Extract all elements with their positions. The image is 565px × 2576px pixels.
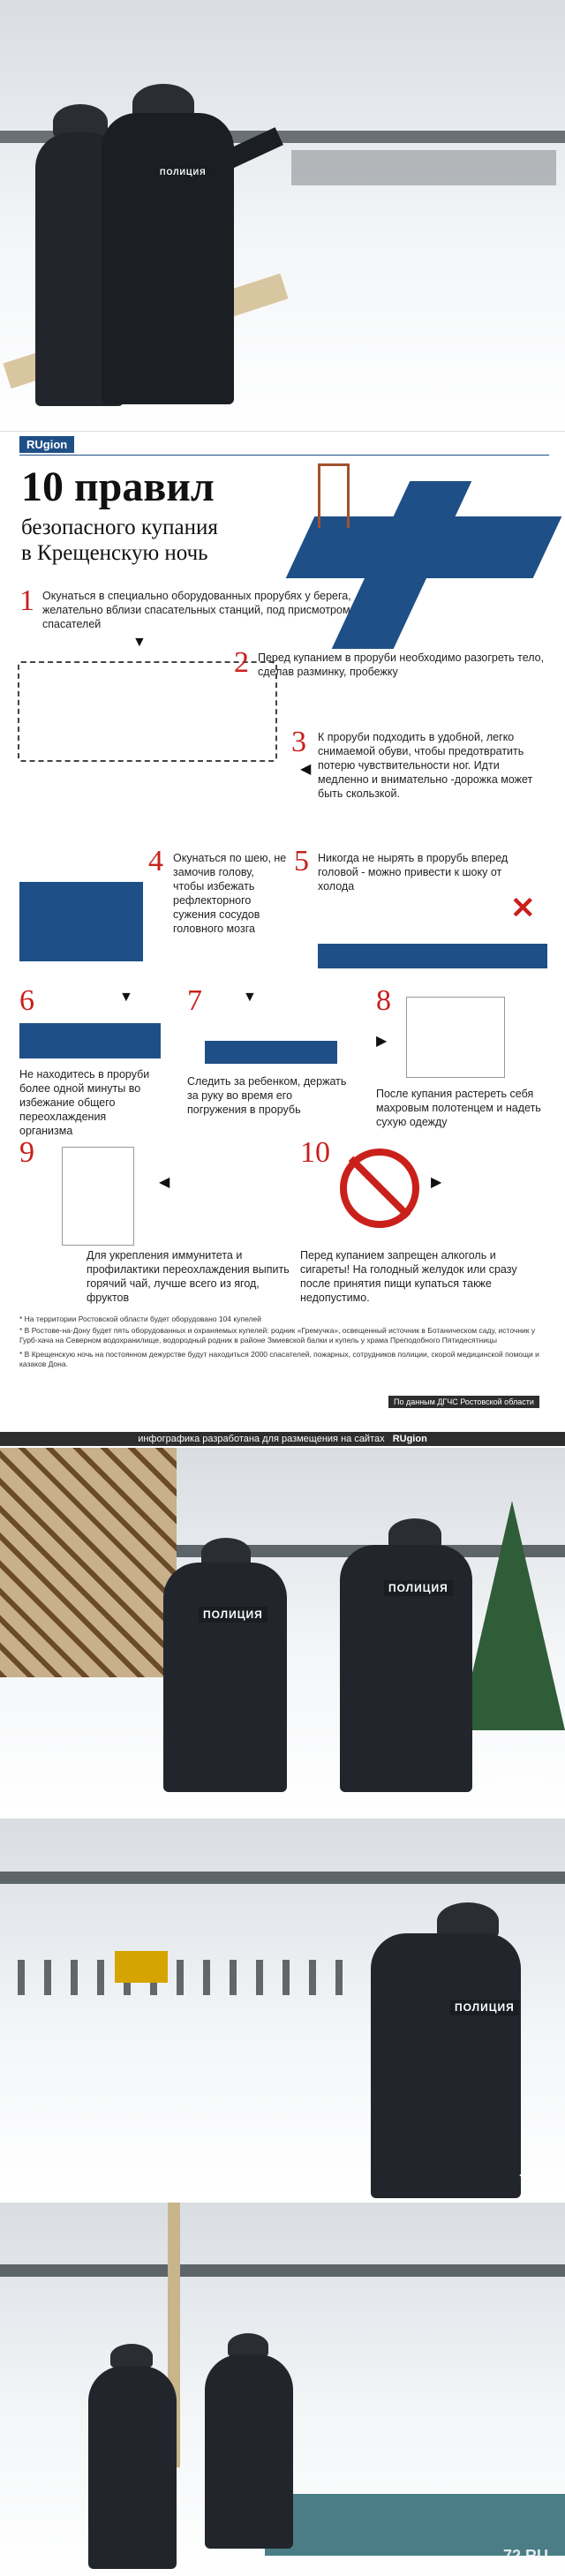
rule-9-number: 9 — [19, 1136, 34, 1169]
rule-2-text: Перед купанием в проруби необходимо разогреть тело, сделав разминку, пробежку — [258, 652, 545, 678]
people-group — [18, 1960, 362, 1995]
note-3: * В Крещенскую ночь на постоянном дежурстве будут находиться 2000 спасателей, пожарных, сотрудников полиции, скорой медицинской помощи и казаков Дона. — [19, 1350, 539, 1368]
tents — [291, 150, 556, 185]
photo-4-watermark: 72.RU — [503, 2547, 549, 2565]
photo-police-backs — [0, 1448, 565, 1810]
photo-4-officer-left — [88, 2366, 177, 2569]
tractor — [115, 1951, 168, 1983]
ladder — [318, 463, 350, 528]
rule-8-number: 8 — [376, 984, 391, 1017]
rule-6-water — [19, 1023, 161, 1058]
rule-3-arrow-icon: ◀ — [300, 762, 312, 777]
footer-text: инфографика разработана для размещения на сайтах — [138, 1434, 385, 1444]
photo-3-patch: ПОЛИЦИЯ — [450, 2000, 519, 2015]
photo-4-officer-left-hat — [110, 2344, 153, 2369]
rule-9-text: Для укрепления иммунитета и профилактики переохлаждения выпить горячий чай, лучше всего из ягод, фруктов — [87, 1249, 290, 1304]
footer-bar — [0, 1432, 565, 1446]
photo-4-treeline — [0, 2264, 565, 2277]
photo-police-on-river — [0, 0, 565, 431]
rule-10-text: Перед купанием запрещен алкоголь и сигареты! На голодный желудок или сразу после принятия пищи купаться также недопустимо. — [300, 1249, 517, 1304]
rule-4-text: Окунаться по шею, не замочив голову, чтобы избежать рефлекторного сужения сосудов головного мозга — [173, 852, 287, 935]
photo-2-watermark: 72.RU — [494, 1773, 540, 1790]
prohibit-x-icon: ✕ — [510, 892, 536, 925]
rule-9-arrow-icon: ◀ — [159, 1175, 170, 1190]
photo-2-officer-left — [163, 1563, 287, 1792]
officer-patch: ПОЛИЦИЯ — [155, 166, 211, 178]
title-line1: безопасного купания — [21, 516, 218, 539]
rule-3-text: К проруби подходить в удобной, легко снимаемой обуви, чтобы предотвратить потерю чувствительности ног. Идти медленно и внимательно -дорожка может быть скользкой. — [318, 731, 533, 800]
rule-10-number: 10 — [300, 1136, 330, 1169]
rule-8-illustration — [406, 997, 505, 1078]
photo-3-treeline — [0, 1872, 565, 1884]
fir-tree — [459, 1501, 565, 1730]
title-number: 10 правил — [21, 463, 215, 510]
rule-6-text: Не находитесь в проруби более одной минуты во избежание общего переохлаждения организма — [19, 1068, 150, 1137]
rule-10-arrow-icon: ▶ — [431, 1175, 442, 1190]
rule-5-number: 5 — [294, 845, 309, 877]
rule-1-arrow-icon: ▼ — [132, 635, 147, 650]
photo-2-patch-right: ПОЛИЦИЯ — [384, 1580, 453, 1596]
rule-2-number: 2 — [234, 646, 249, 679]
title-line2: в Крещенскую ночь — [21, 541, 208, 565]
rule-6-number: 6 — [19, 984, 34, 1017]
rule-5-water — [318, 944, 547, 968]
rule-7-text: Следить за ребенком, держать за руку во время его погружения в прорубь — [187, 1075, 347, 1116]
source-label: По данным ДГЧС Ростовской области — [388, 1396, 539, 1408]
rule-4-illustration — [19, 847, 143, 961]
wooden-gazebo — [0, 1448, 177, 1677]
photo-river-rescue — [0, 1819, 565, 2198]
rule-1-number: 1 — [19, 584, 34, 617]
logo-rule — [19, 455, 549, 456]
rule-3-number: 3 — [291, 726, 306, 758]
rule-7-number: 7 — [187, 984, 202, 1017]
photo-3-watermark: 72.RU — [519, 2172, 565, 2189]
rule-8-text: После купания растереть себя махровым полотенцем и надеть сухую одежду — [376, 1088, 541, 1128]
rule-7-arrow-icon: ▼ — [243, 990, 257, 1005]
rule-8-arrow-icon: ▶ — [376, 1034, 388, 1049]
infographic — [0, 431, 565, 1478]
rule-4-number: 4 — [148, 845, 163, 877]
rule-5-text: Никогда не нырять в прорубь вперед головой - можно привести к шоку от холода — [318, 852, 508, 893]
note-1: * На территории Ростовской области будет оборудовано 104 купелей — [19, 1314, 261, 1323]
note-2: * В Ростове-на-Дону будет пять оборудованных и охраняемых купелей: родник «Гремучка», освещенный источник в Ботаническом саду, источник у Гурб-хача на Северном водохранилище, водородный родник в районе Змиевской балки и купель у храма Преподобного Пятидесятницы — [19, 1326, 536, 1344]
photo-3-officer — [371, 1933, 521, 2198]
footer-logo: RUgion — [392, 1434, 427, 1444]
rule-1-text: Окунаться в специально оборудованных прорубях у берега, желательно вблизи спасательных станций, под присмотром спасателей — [42, 590, 351, 630]
photo-2-patch-left: ПОЛИЦИЯ — [199, 1607, 267, 1623]
photo-ice-hole — [0, 2203, 565, 2576]
photo-4-officer-right — [205, 2354, 293, 2549]
logo: RUgion — [19, 436, 74, 453]
rule-7-water — [205, 1041, 337, 1064]
rule-9-illustration — [62, 1147, 134, 1246]
rule-4-water — [19, 882, 143, 961]
rule-6-arrow-icon: ▼ — [119, 990, 133, 1005]
